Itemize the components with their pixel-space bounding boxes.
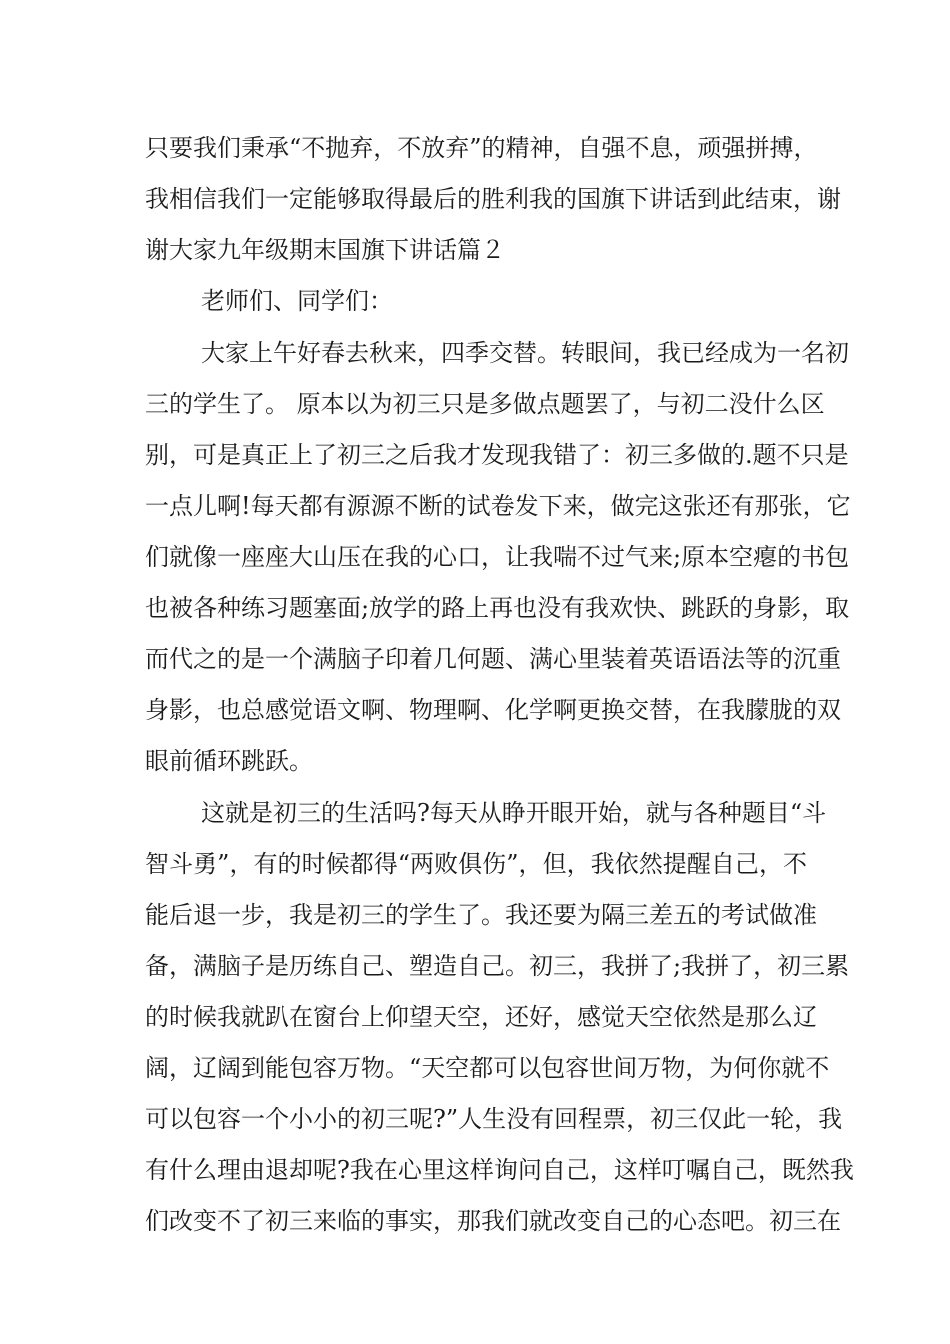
text-line: 们就像一座座大山压在我的心口，让我喘不过气来;原本空瘪的书包 <box>145 543 850 571</box>
text-line: 而代之的是一个满脑子印着几何题、满心里装着英语语法等的沉重 <box>145 645 841 673</box>
text-line: 一点儿啊!每天都有源源不断的试卷发下来，做完这张还有那张，它 <box>145 492 851 520</box>
text-line: 眼前循环跳跃。 <box>145 747 313 775</box>
greeting-line: 老师们、同学们： <box>201 287 393 315</box>
text-line: 别，可是真正上了初三之后我才发现我错了：初三多做的.题不只是 <box>145 441 849 469</box>
text-line: 能后退一步，我是初三的学生了。我还要为隔三差五的考试做准 <box>145 901 817 929</box>
text-line: 身影，也总感觉语文啊、物理啊、化学啊更换交替，在我朦胧的双 <box>145 696 841 724</box>
text-line: 这就是初三的生活吗?每天从睁开眼开始，就与各种题目“斗 <box>201 799 827 827</box>
text-line: 阔，辽阔到能包容万物。“天空都可以包容世间万物，为何你就不 <box>145 1054 830 1082</box>
text-line: 备，满脑子是历练自己、塑造自己。初三，我拼了;我拼了，初三累 <box>145 952 850 980</box>
text-line: 有什么理由退却呢?我在心里这样询问自己，这样叮嘱自己，既然我 <box>145 1156 854 1184</box>
text-line: 可以包容一个小小的初三呢?”人生没有回程票，初三仅此一轮，我 <box>145 1105 843 1133</box>
text-line: 三的学生了。 原本以为初三只是多做点题罢了，与初二没什么区 <box>145 390 825 418</box>
text-line: 大家上午好春去秋来，四季交替。转眼间，我已经成为一名初 <box>201 339 849 367</box>
text-line: 们改变不了初三来临的事实，那我们就改变自己的心态吧。初三在 <box>145 1207 841 1235</box>
text-line: 也被各种练习题塞面;放学的路上再也没有我欢快、跳跃的身影，取 <box>145 594 850 622</box>
text-line: 只要我们秉承“不抛弃，不放弃”的精神，自强不息，顽强拼搏， <box>145 134 818 162</box>
text-line: 我相信我们一定能够取得最后的胜利我的国旗下讲话到此结束，谢 <box>145 185 841 213</box>
text-line: 谢大家九年级期末国旗下讲话篇２ <box>145 236 505 264</box>
text-line: 的时候我就趴在窗台上仰望天空，还好，感觉天空依然是那么辽 <box>145 1003 817 1031</box>
text-line: 智斗勇”，有的时候都得“两败俱伤”，但，我依然提醒自己，不 <box>145 850 807 878</box>
